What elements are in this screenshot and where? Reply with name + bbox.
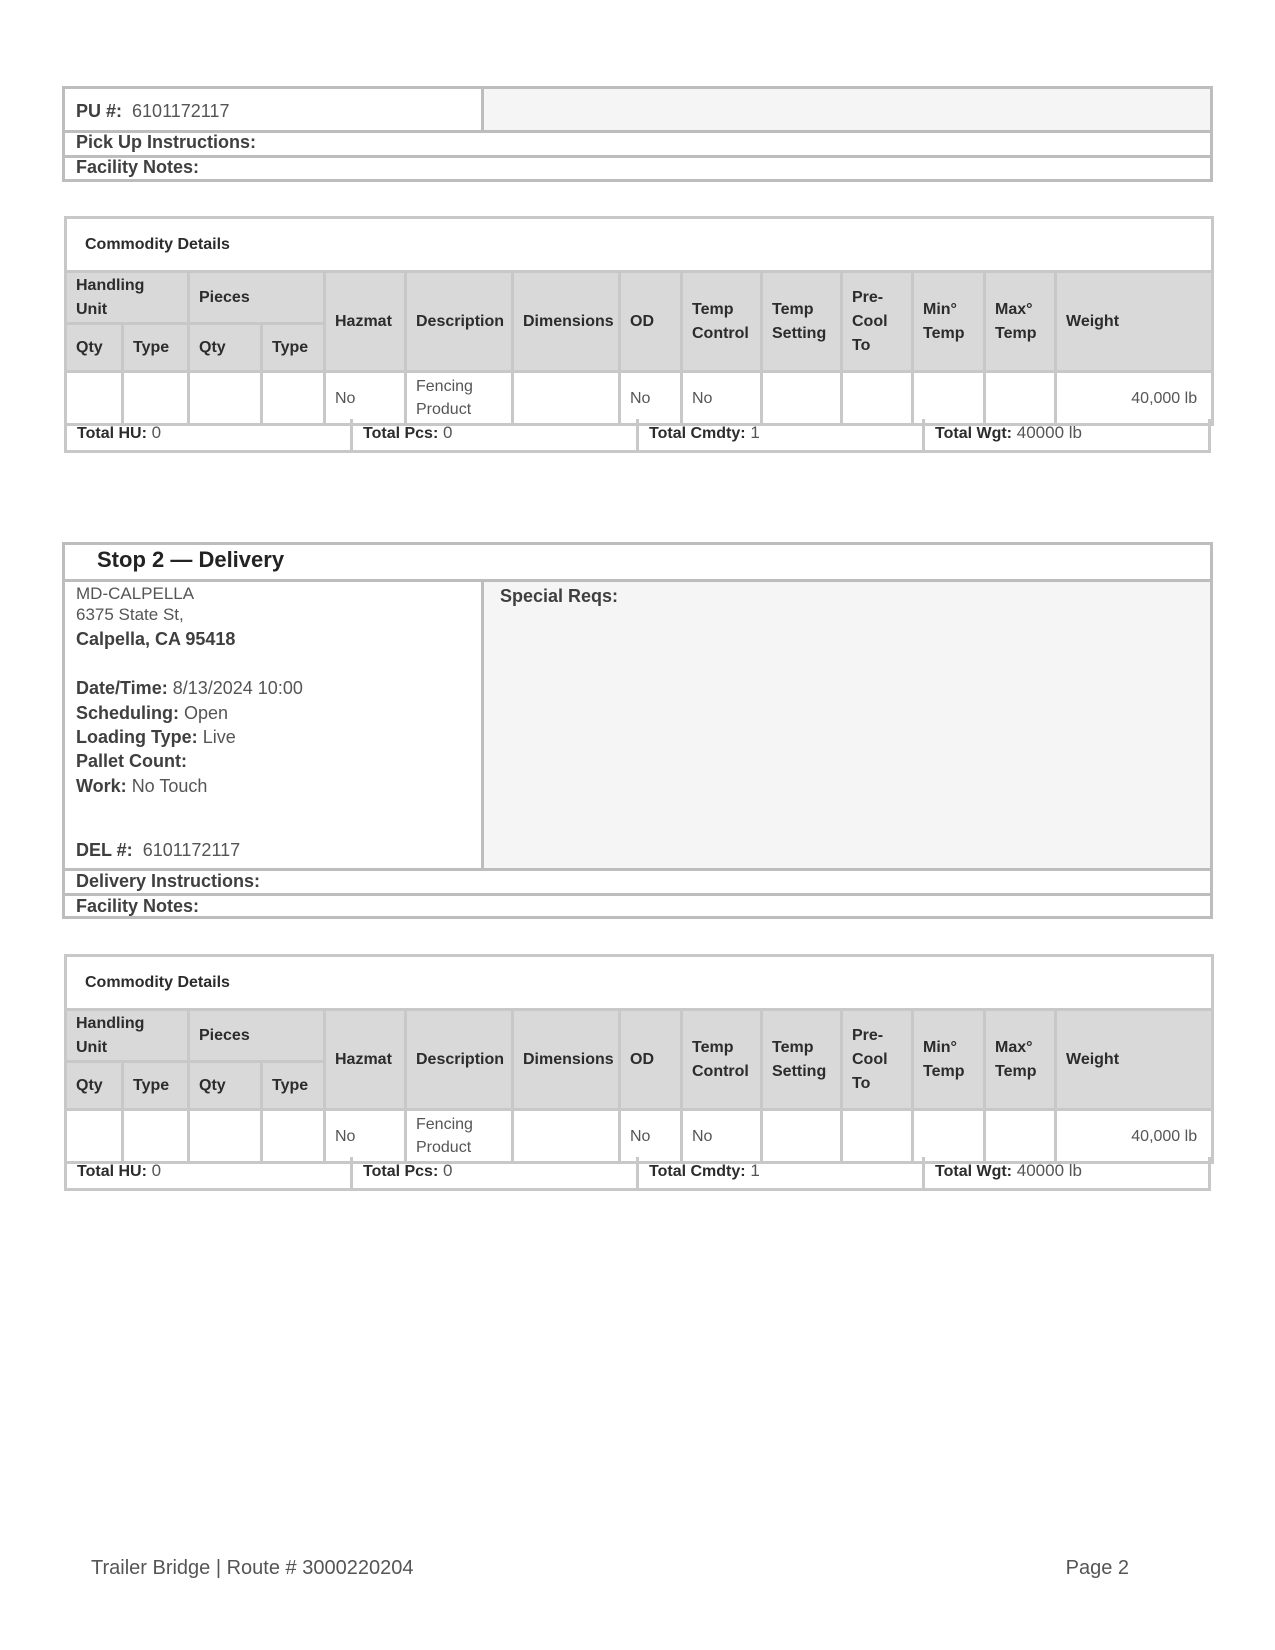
cell-pre-cool <box>842 372 913 425</box>
cell-hu-qty <box>66 372 123 425</box>
stop-datetime: Date/Time: 8/13/2024 10:00 <box>76 678 303 698</box>
cell-temp-control: No <box>682 1110 762 1163</box>
cell-weight: 40,000 lb <box>1056 1110 1213 1163</box>
total-hu: Total HU: 0 <box>67 419 353 450</box>
header-od: OD <box>620 1010 682 1110</box>
header-weight: Weight <box>1056 272 1213 372</box>
pickup-instructions-label: Pick Up Instructions: <box>76 132 257 152</box>
cell-hu-qty <box>66 1110 123 1163</box>
header-hazmat: Hazmat <box>325 272 406 372</box>
cell-min-temp <box>913 372 985 425</box>
commodity-table-1 <box>64 216 1214 426</box>
header-pieces: Pieces <box>189 272 325 324</box>
header-temp-setting: Temp Setting <box>762 1010 842 1110</box>
commodity-table-2 <box>64 954 1214 1164</box>
total-cmdty: Total Cmdty: 1 <box>639 419 925 450</box>
header-hu-qty: Qty <box>66 324 123 372</box>
total-cmdty: Total Cmdty: 1 <box>639 1157 925 1188</box>
cell-temp-control: No <box>682 372 762 425</box>
commodity-details-title: Commodity Details <box>66 956 1213 1010</box>
header-description: Description <box>406 272 513 372</box>
header-pieces: Pieces <box>189 1010 325 1062</box>
stop-pallet-count-label: Pallet Count: <box>76 751 187 771</box>
header-od: OD <box>620 272 682 372</box>
table-row <box>66 372 1213 425</box>
header-temp-control: Temp Control <box>682 1010 762 1110</box>
cell-hazmat: No <box>325 372 406 425</box>
pickup-facility-notes-label: Facility Notes: <box>76 157 200 177</box>
header-pc-qty: Qty <box>189 324 262 372</box>
delivery-facility-notes-label: Facility Notes: <box>76 896 200 916</box>
stop-name: MD-CALPELLA <box>76 584 195 603</box>
cell-description: Fencing Product <box>406 1110 513 1163</box>
stop-city-line: Calpella, CA 95418 <box>76 629 236 649</box>
cell-pc-qty <box>189 372 262 425</box>
total-wgt: Total Wgt: 40000 lb <box>935 1161 1082 1180</box>
header-description: Description <box>406 1010 513 1110</box>
total-pcs: Total Pcs: 0 <box>353 1157 639 1188</box>
header-dimensions: Dimensions <box>513 1010 620 1110</box>
total-wgt: Total Wgt: 40000 lb <box>935 423 1082 442</box>
header-pc-type: Type <box>262 324 325 372</box>
commodity-details-title: Commodity Details <box>66 218 1213 272</box>
header-dimensions: Dimensions <box>513 272 620 372</box>
table-row <box>66 1110 1213 1163</box>
header-weight: Weight <box>1056 1010 1213 1110</box>
stop-del-number: DEL #: 6101172117 <box>76 840 241 860</box>
cell-hu-type <box>123 372 189 425</box>
total-pcs: Total Pcs: 0 <box>353 419 639 450</box>
cell-od: No <box>620 372 682 425</box>
footer-route-info: Trailer Bridge | Route # 3000220204 <box>91 1557 414 1579</box>
header-pc-qty: Qty <box>189 1062 262 1110</box>
stop-street: 6375 State St, <box>76 605 184 624</box>
pu-number <box>76 101 229 122</box>
cell-min-temp <box>913 1110 985 1163</box>
cell-pc-type <box>262 372 325 425</box>
cell-description: Fencing Product <box>406 372 513 425</box>
cell-pc-type <box>262 1110 325 1163</box>
stop-loading-type: Loading Type: Live <box>76 727 236 747</box>
special-reqs-label: Special Reqs: <box>500 586 619 606</box>
cell-dimensions <box>513 372 620 425</box>
stop-2-title: Stop 2 — Delivery <box>97 547 285 572</box>
header-pre-cool: Pre-Cool To <box>842 272 913 372</box>
cell-temp-setting <box>762 372 842 425</box>
header-min-temp: Min° Temp <box>913 1010 985 1110</box>
cell-pc-qty <box>189 1110 262 1163</box>
header-max-temp: Max° Temp <box>985 1010 1056 1110</box>
cell-temp-setting <box>762 1110 842 1163</box>
header-max-temp: Max° Temp <box>985 272 1056 372</box>
cell-od: No <box>620 1110 682 1163</box>
header-hu-qty: Qty <box>66 1062 123 1110</box>
header-min-temp: Min° Temp <box>913 272 985 372</box>
header-handling-unit: Handling Unit <box>66 1010 189 1062</box>
header-handling-unit: Handling Unit <box>66 272 189 324</box>
stop-work: Work: No Touch <box>76 776 208 796</box>
header-hu-type: Type <box>123 324 189 372</box>
total-hu: Total HU: 0 <box>67 1157 353 1188</box>
cell-dimensions <box>513 1110 620 1163</box>
cell-max-temp <box>985 1110 1056 1163</box>
cell-max-temp <box>985 372 1056 425</box>
cell-weight: 40,000 lb <box>1056 372 1213 425</box>
pu-number-value: 6101172117 <box>132 101 230 121</box>
delivery-instructions-label: Delivery Instructions: <box>76 871 261 891</box>
commodity-totals-1 <box>64 419 1211 453</box>
header-hu-type: Type <box>123 1062 189 1110</box>
header-temp-control: Temp Control <box>682 272 762 372</box>
header-pc-type: Type <box>262 1062 325 1110</box>
stop-scheduling: Scheduling: Open <box>76 703 229 723</box>
cell-hu-type <box>123 1110 189 1163</box>
pickup-right-panel <box>484 89 1210 130</box>
pu-number-label: PU #: <box>76 101 123 121</box>
header-pre-cool: Pre-Cool To <box>842 1010 913 1110</box>
header-hazmat: Hazmat <box>325 1010 406 1110</box>
cell-pre-cool <box>842 1110 913 1163</box>
header-temp-setting: Temp Setting <box>762 272 842 372</box>
special-reqs-panel <box>484 582 1210 868</box>
commodity-totals-2 <box>64 1157 1211 1191</box>
cell-hazmat: No <box>325 1110 406 1163</box>
footer-page-number: Page 2 <box>1065 1557 1129 1579</box>
